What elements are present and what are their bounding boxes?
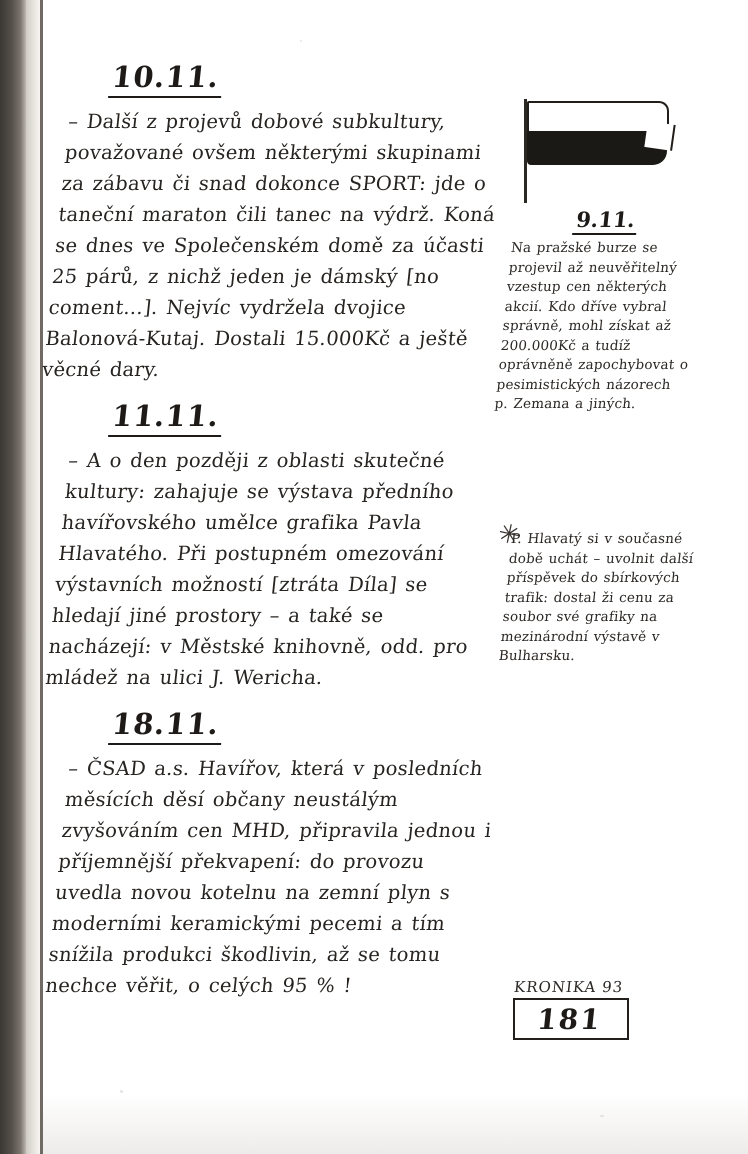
scan-speck — [600, 1115, 604, 1117]
diary-entry — [44, 399, 510, 693]
margin-note-text: Na pražské burze se projevil až neuvěřitelný vzestup cen některých akcií. Kdo dříve vybral správně, mohl získat až 200.000Kč a tudíž oprávněně zapochybovat o pesimistických názorech p. Zemana a jiných. — [493, 240, 690, 412]
page-number-block — [513, 978, 643, 1040]
entry-body-text: – Další z projevů dobové subkultury, považované ovšem některými skupinami za zábavu či snad dokonce SPORT: jde o taneční maraton čili tanec na výdrž. Koná se dnes ve Společenském domě za účasti 25 párů, z nichž jeden je dámský [no coment…]. Nejvíc vydržela dvojice Balonová-Kutaj. Dostali 15.000Kč a ještě věcné dary. — [41, 110, 497, 381]
page-number-box — [513, 998, 629, 1040]
scan-speck — [120, 1090, 123, 1093]
diary-entry — [41, 60, 510, 385]
page-bottom-shadow — [43, 1094, 748, 1154]
archive-label: KRONIKA 93 — [513, 978, 625, 996]
margin-note-second — [495, 518, 704, 667]
book-gutter-inner — [26, 0, 40, 1154]
entry-date-heading-wrap — [70, 60, 510, 104]
margin-note-date: 9.11. — [509, 207, 702, 235]
book-gutter-shadow — [0, 0, 26, 1154]
page-number: 181 — [535, 1002, 604, 1036]
entry-date-heading: 11.11. — [108, 399, 225, 437]
main-text-column — [41, 60, 510, 1015]
entry-date-heading: 10.11. — [108, 60, 225, 98]
diary-entry — [44, 707, 510, 1001]
margin-note-text: P. Hlavatý si v současné době uchát – uvolnit další příspěvek do sbírkových trafik: dostal ži cenu za soubor své grafiky na mezinárodní výstavě v Bulharsku. — [497, 531, 695, 664]
entry-date-heading-wrap — [70, 399, 510, 443]
scan-speck — [300, 40, 302, 42]
entry-date-heading-wrap — [70, 707, 510, 751]
entry-body-text: – A o den později z oblasti skutečné kultury: zahajuje se výstava předního havířovského umělce grafika Pavla Hlavatého. Při postupném omezování výstavních možností [ztráta Díla] se hledají jiné prostory – a také se nacházejí: v Městské knihovně, odd. pro mládež na ulici J. Wericha. — [44, 449, 470, 689]
flag-tail-notch — [644, 121, 675, 151]
entry-date-heading: 18.11. — [108, 707, 225, 745]
entry-body-text: – ČSAD a.s. Havířov, která v posledních měsících děsí občany neustálým zvyšováním cen MHD, připravila jednou i příjemnější překvapení: do provozu uvedla novou kotelnu na zemní plyn s moderními keramickými pecemi a tím snížila produkci škodlivin, až se tomu nechce věřit, o celých 95 % ! — [44, 757, 493, 997]
margin-note-first — [493, 95, 702, 415]
flag-icon — [518, 95, 688, 205]
asterisk-icon: ✳ — [495, 518, 523, 552]
